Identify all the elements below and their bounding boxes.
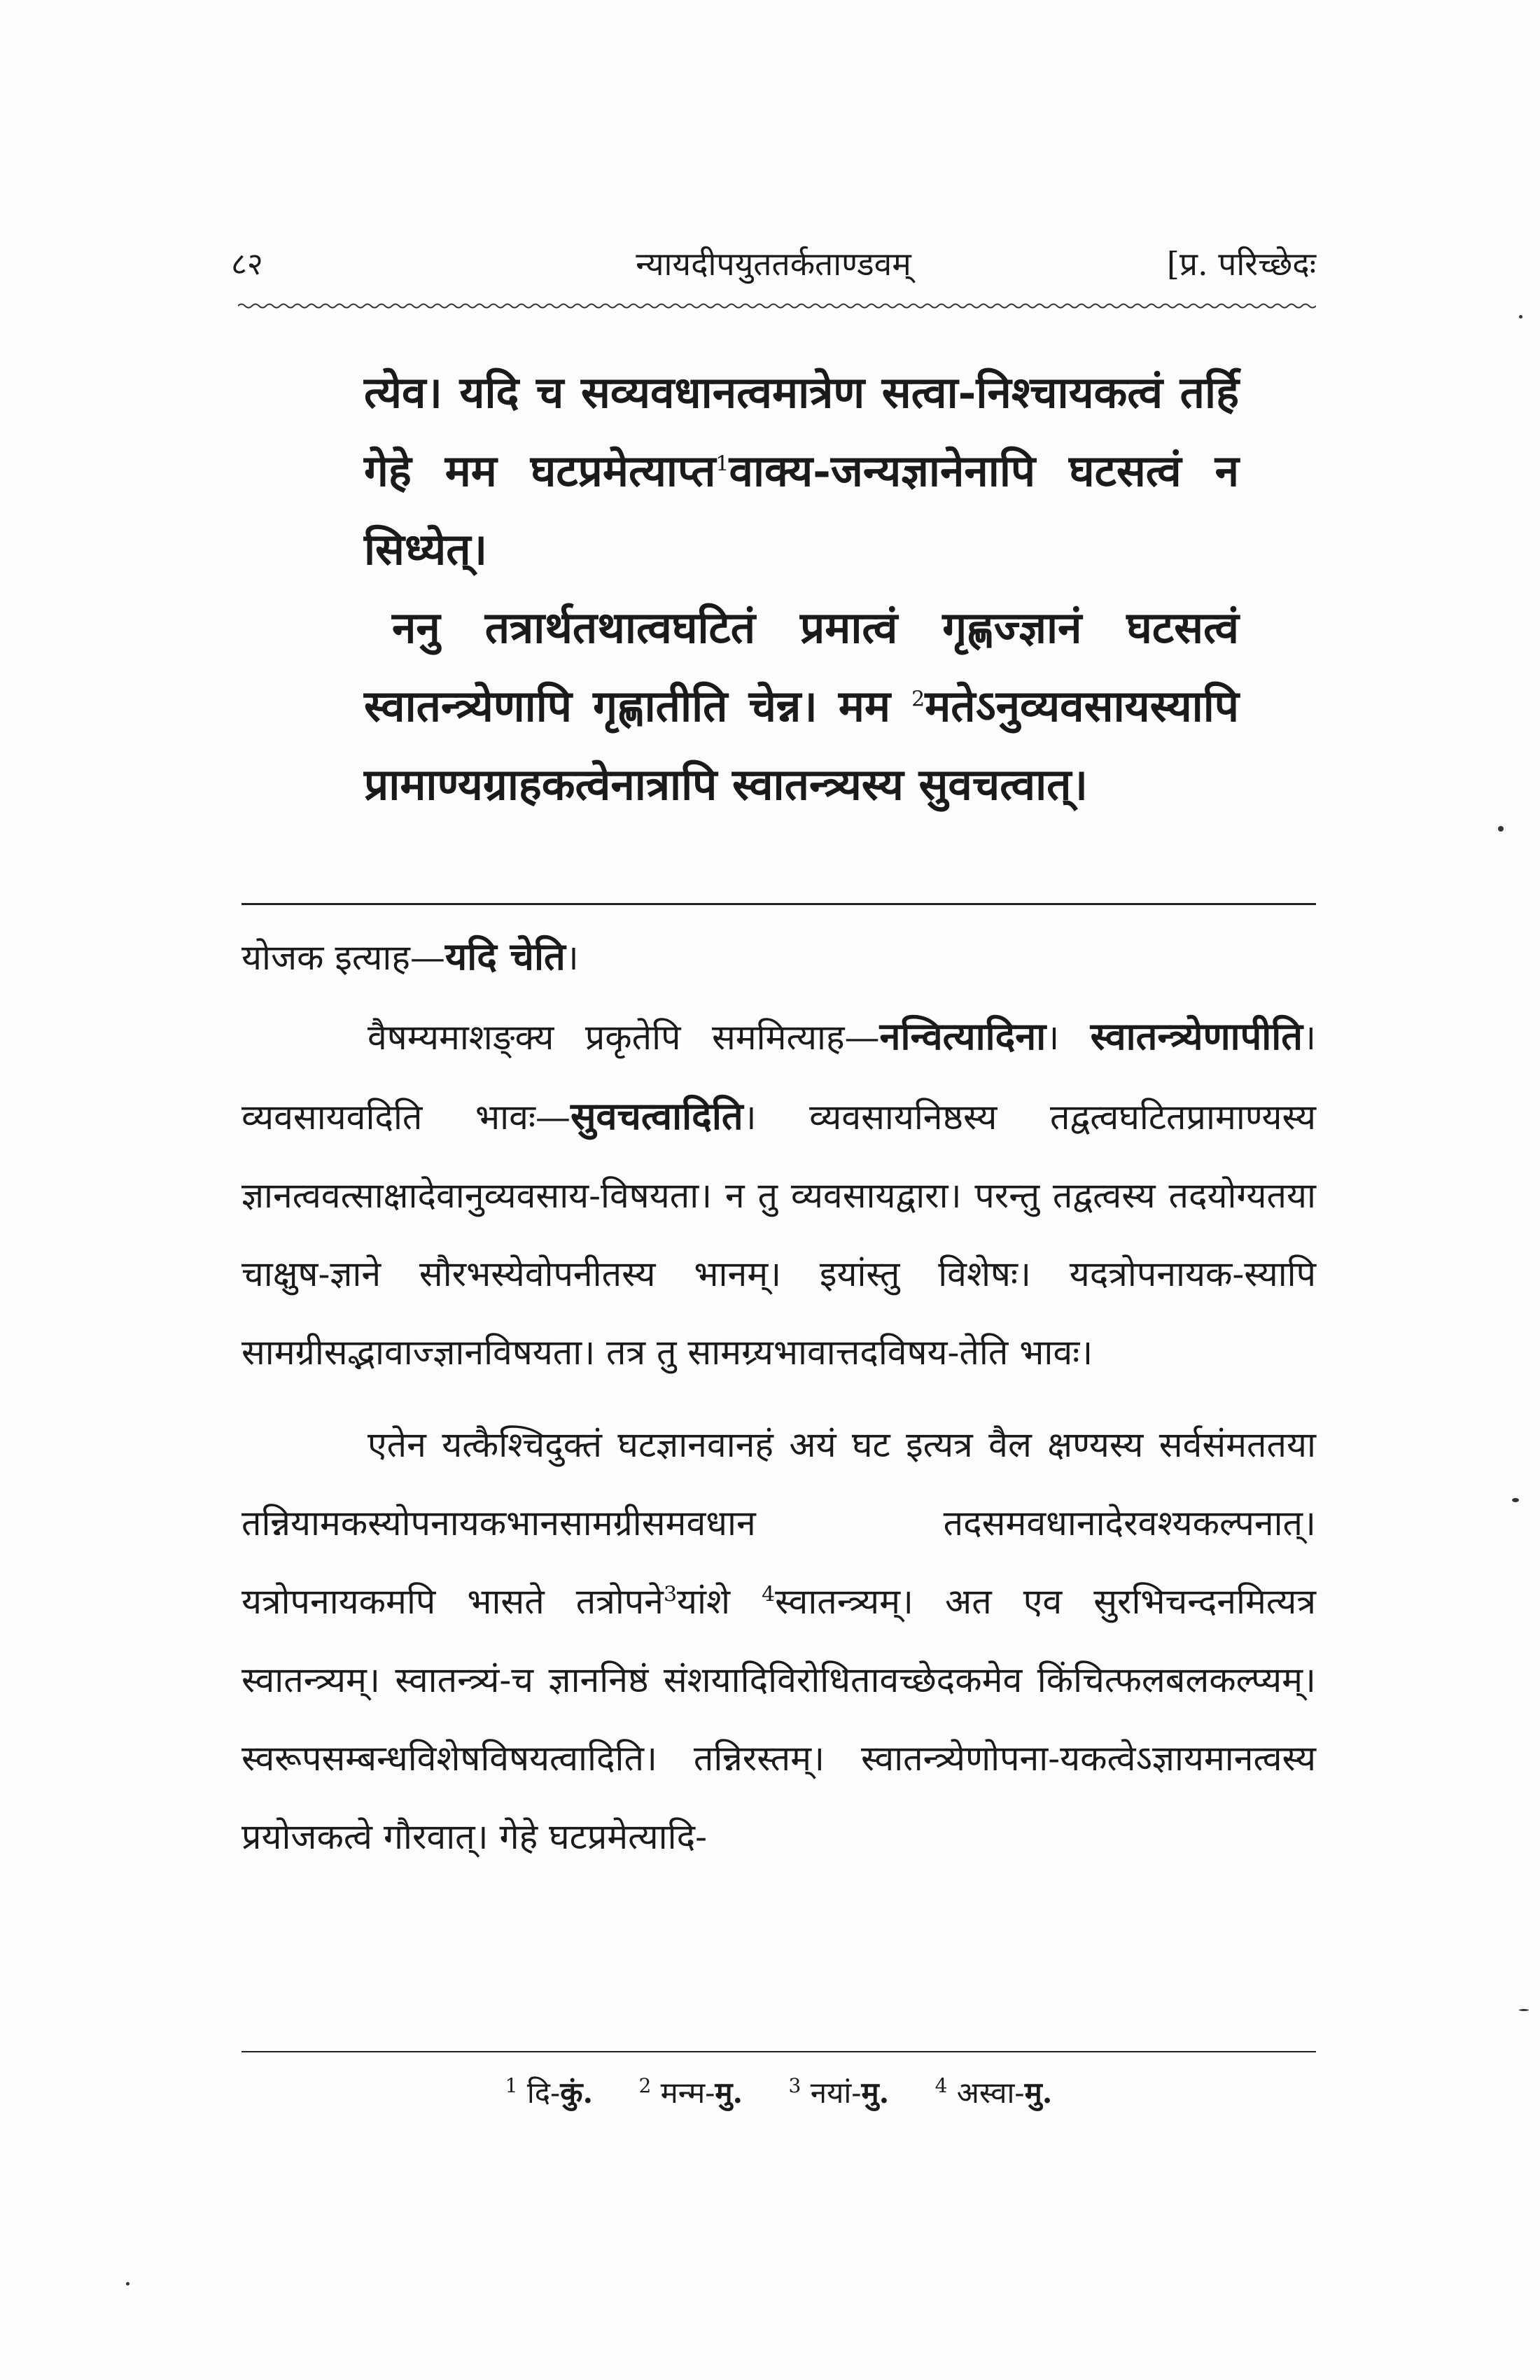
- footnote-source: मु.: [1024, 2076, 1053, 2110]
- commentary-paragraph-2: [241, 997, 1316, 1392]
- commentary-text: एतेन यत्कैश्चिदुक्तं घटज्ञानवानहं अयं घट इत्यत्र वैल क्षण्यस्य सर्वसंमततया तन्नियामकस्योपनायकभानसामग्रीसमवधान तदसमवधानादेरवश्यकल्पनात्। यत्रोपनायकमपि भासते तत्रोपने: [241, 1424, 1316, 1622]
- footnote-source: कुं.: [560, 2076, 594, 2110]
- commentary-text: स्वातन्त्र्यम्। अत एव सुरभिचन्दनमित्यत्र स्वातन्त्र्यम्। स्वातन्त्र्यं-च ज्ञाननिष्ठं संशयादिविरोधितावच्छेदकमेव किंचित्फलबलकल्प्यम्। स्वरूपसम्बन्धविशेषविषयत्वादिति। तन्निरस्तम्। स्वातन्त्र्येणोपना-यकत्वेऽज्ञायमानत्वस्य प्रयोजकत्वे गौरवात्। गेहे घटप्रमेत्यादि-: [241, 1581, 1316, 1857]
- commentary-text: यांशे: [677, 1581, 762, 1622]
- footnote-source: मु.: [861, 2076, 890, 2110]
- section-label: [प्र. परिच्छेदः: [1166, 245, 1316, 283]
- commentary-text: वैषम्यमाशङ्क्य प्रकृतेपि सममित्याह—: [368, 1017, 880, 1058]
- scan-speck: [1512, 1498, 1519, 1502]
- footnote-text: दि-: [526, 2076, 561, 2110]
- footnote-ref: 1: [715, 451, 729, 477]
- commentary-text: । व्यवसायनिष्ठस्य तद्वत्वघटितप्रामाण्यस्य ज्ञानत्ववत्साक्षादेवानुव्यवसाय-विषयता। न तु व्यवसायद्वारा। परन्तु तद्वत्वस्य तदयोग्यतया चाक्षुष-ज्ञाने सौरभस्येवोपनीतस्य भानम्। इयांस्तु विशेषः। यदत्रोपनायक-स्यापि सामग्रीसद्भावाज्ज्ञानविषयता। तत्र तु सामग्र्यभावात्तदविषय-तेति भावः।: [241, 1097, 1317, 1373]
- text-commentary-divider: [241, 903, 1316, 905]
- footnote-num: 3: [788, 2074, 802, 2097]
- pratika: स्वातन्त्र्येणापीति: [1090, 1014, 1303, 1058]
- pratika: यदि चेति: [444, 934, 566, 979]
- footnote-divider: [241, 2051, 1316, 2052]
- footnote-num: 2: [638, 2074, 652, 2097]
- commentary-paragraph-3: [241, 1406, 1316, 1876]
- main-text: [364, 354, 1239, 824]
- mula-paragraph-2: [364, 589, 1239, 824]
- scan-speck: [126, 2282, 130, 2286]
- mula-text: वाक्य-जन्यज्ञानेनापि घटसत्वं न सिध्येत्।: [364, 445, 1239, 575]
- commentary-text: योजक इत्याह—: [241, 937, 445, 978]
- pratika: सुवचत्वादिति: [570, 1093, 743, 1138]
- footnote-2: [638, 2062, 743, 2118]
- commentary-paragraph-1: [241, 917, 1316, 997]
- footnote-ref: 3: [663, 1582, 678, 1607]
- scan-speck: [1498, 826, 1504, 832]
- pratika: नन्वित्यादिना: [879, 1014, 1046, 1058]
- page-number: ८२: [231, 246, 263, 282]
- footnote-ref: 4: [762, 1582, 776, 1607]
- commentary: [241, 917, 1316, 1876]
- footnote-4: [935, 2062, 1053, 2118]
- mula-text: मतेऽनुव्यवसायस्यापि प्रामाण्यग्राहकत्वेनात्रापि स्वातन्त्र्यस्य सुवचत्वात्।: [364, 680, 1239, 810]
- running-title: न्यायदीपयुततर्कताण्डवम्: [636, 245, 911, 283]
- footnote-ref: 2: [911, 687, 925, 712]
- footnote-num: 1: [505, 2074, 518, 2097]
- footnote-source: मु.: [715, 2076, 743, 2110]
- mula-text: ननु तत्रार्थतथात्वघटितं प्रमात्वं गृह्णज्ज्ञानं घटसत्वं स्वातन्त्र्येणापि गृह्णातीति चेन्न। मम: [364, 602, 1239, 732]
- commentary-text: ।: [565, 937, 579, 978]
- footnote-text: अस्वा-: [956, 2076, 1025, 2110]
- commentary-text: । व्यवसायवदिति भावः—: [241, 1017, 1317, 1138]
- footnote-1: [505, 2062, 593, 2118]
- mula-text: त्येव। यदि च सव्यवधानत्वमात्रेण सत्वा-निश्चायकत्वं तर्हि गेहे मम घटप्रमेत्याप्त: [364, 367, 1239, 496]
- footnote-num: 4: [934, 2074, 948, 2097]
- mula-paragraph-1: [364, 354, 1239, 589]
- header-wavy-rule: [238, 301, 1316, 311]
- scan-speck: [1519, 2009, 1529, 2011]
- footnotes: [241, 2062, 1316, 2118]
- footnote-text: मन्म-: [660, 2076, 715, 2110]
- footnote-3: [789, 2062, 890, 2118]
- commentary-text: ।: [1046, 1017, 1091, 1058]
- scan-speck: [1519, 315, 1522, 318]
- footnote-text: नयां-: [810, 2076, 862, 2110]
- running-header: [231, 241, 1316, 290]
